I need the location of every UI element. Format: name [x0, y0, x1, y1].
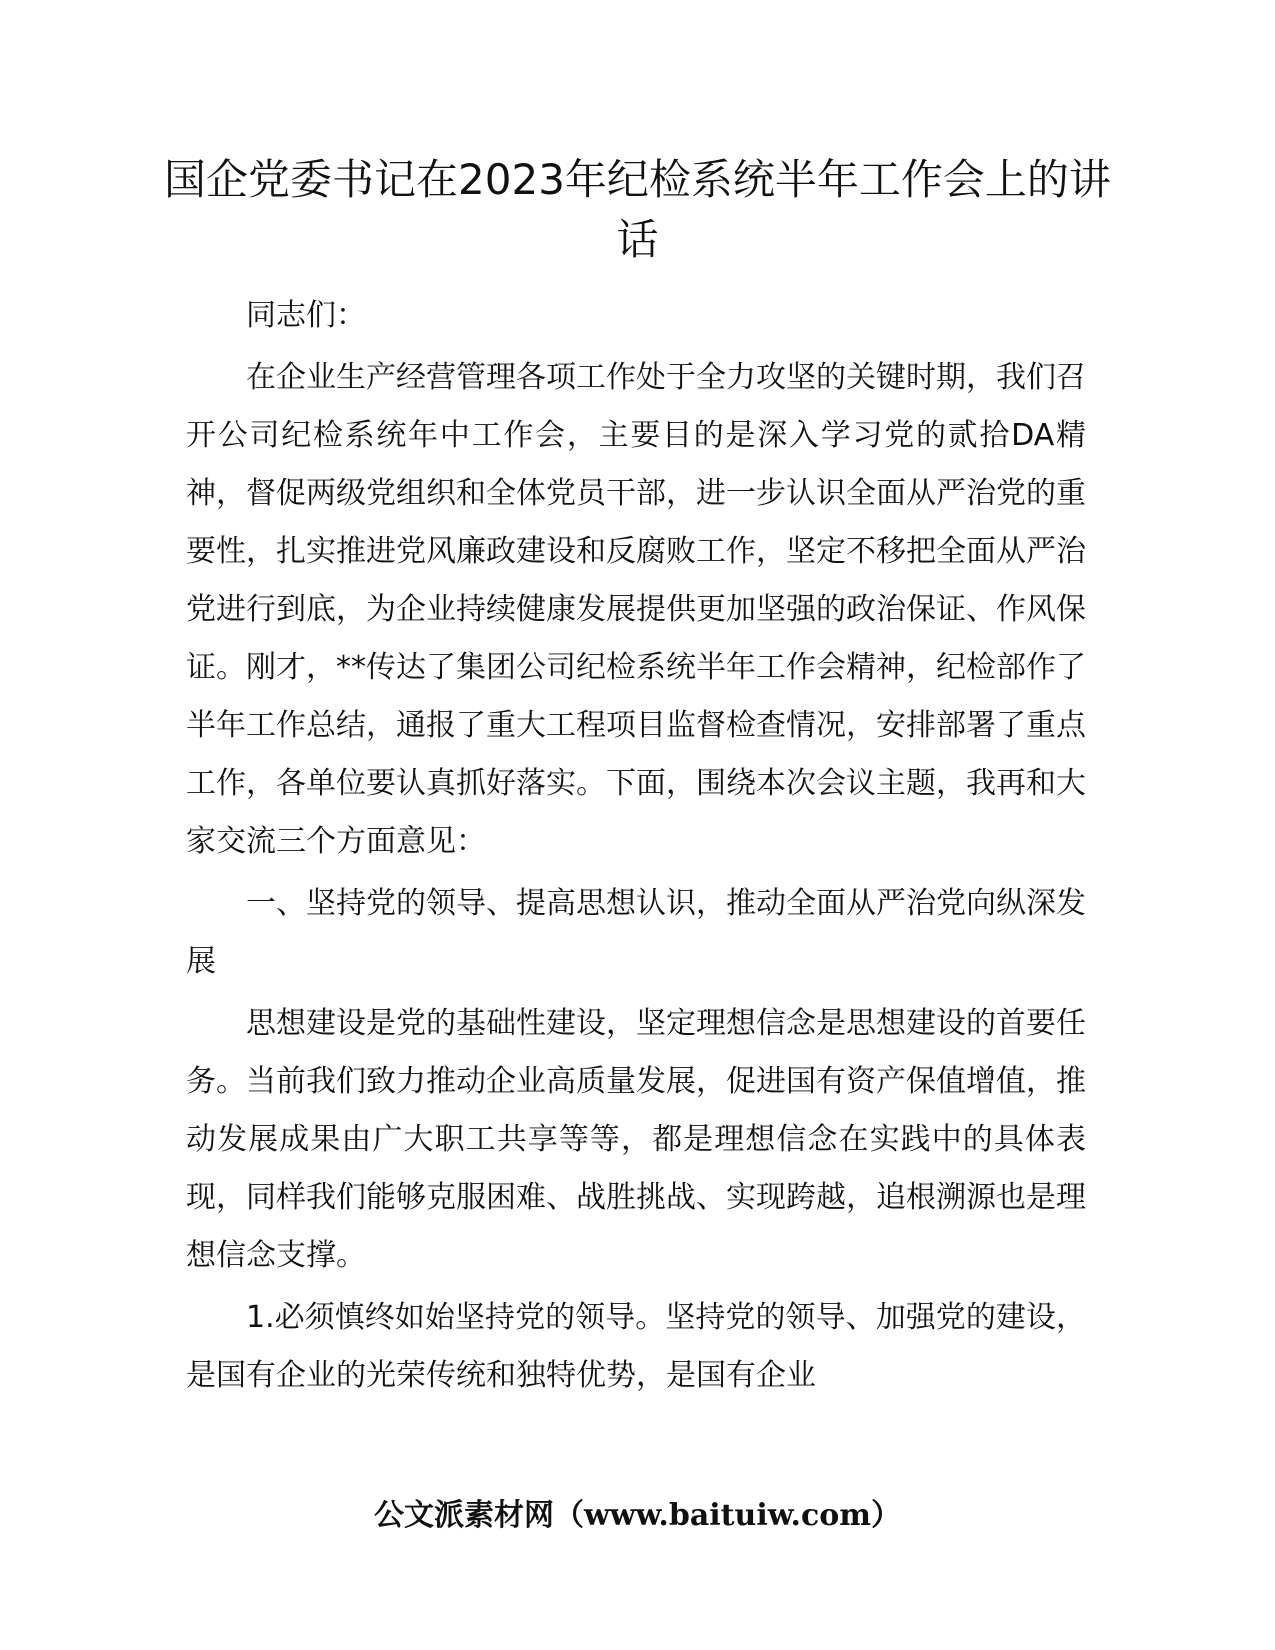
document-title: 国企党委书记在2023年纪检系统半年工作会上的讲话 — [164, 155, 1111, 264]
document-body — [186, 287, 1086, 1405]
body-paragraph-ideology: 思想建设是党的基础性建设，坚定理想信念是思想建设的首要任务。当前我们致力推动企业高质量发展，促进国有资产保值增值，推动发展成果由广大职工共享等等，都是理想信念在实践中的具体表现，同样我们能够克服困难、战胜挑战、实现跨越，追根溯源也是理想信念支撑。 — [186, 1006, 1086, 1273]
body-paragraph-intro: 在企业生产经营管理各项工作处于全力攻坚的关键时期，我们召开公司纪检系统年中工作会，主要目的是深入学习党的贰拾DA精神，督促两级党组织和全体党员干部，进一步认识全面从严治党的重要性，扎实推进党风廉政建设和反腐败工作，坚定不移把全面从严治党进行到底，为企业持续健康发展提供更加坚强的政治保证、作风保证。刚才，**传达了集团公司纪检系统半年工作会精神，纪检部作了半年工作总结，通报了重大工程项目监督检查情况，安排部署了重点工作，各单位要认真抓好落实。下面，围绕本次会议主题，我再和大家交流三个方面意见： — [186, 360, 1086, 859]
section-heading-1: 一、坚持党的领导、提高思想认识，推动全面从严治党向纵深发展 — [186, 886, 1086, 979]
footer-watermark: 公文派素材网（www.baituiw.com） — [373, 1498, 902, 1533]
salutation: 同志们： — [246, 298, 366, 333]
body-paragraph-point-1: 1.必须慎终如始坚持党的领导。坚持党的领导、加强党的建设，是国有企业的光荣传统和独特优势，是国有企业 — [186, 1300, 1086, 1393]
